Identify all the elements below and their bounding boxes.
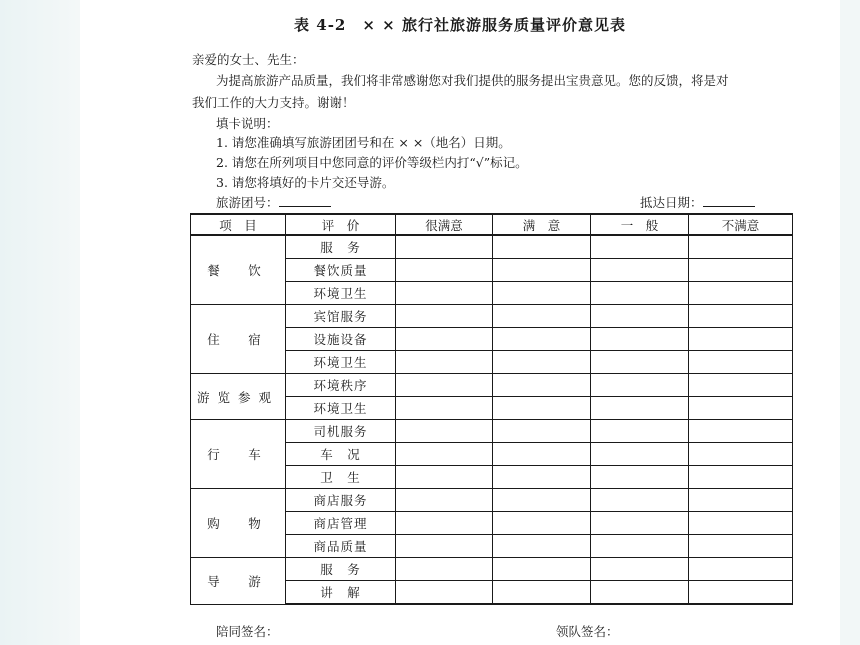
rating-cell-dissatisfied[interactable] [689, 374, 793, 397]
rating-cell-dissatisfied[interactable] [689, 466, 793, 489]
rating-cell-average[interactable] [591, 282, 689, 305]
rating-cell-very-satisfied[interactable] [396, 558, 493, 581]
leader-signature-label: 领队签名： [556, 624, 619, 639]
rating-cell-average[interactable] [591, 305, 689, 328]
rating-cell-very-satisfied[interactable] [396, 235, 493, 259]
rating-cell-average[interactable] [591, 512, 689, 535]
rating-cell-average[interactable] [591, 351, 689, 374]
table-row [191, 305, 793, 328]
rating-cell-very-satisfied[interactable] [396, 466, 493, 489]
rating-cell-very-satisfied[interactable] [396, 351, 493, 374]
rating-cell-very-satisfied[interactable] [396, 328, 493, 351]
rating-cell-satisfied[interactable] [493, 466, 591, 489]
evaluation-item-cell: 环境卫生 [286, 282, 396, 305]
rating-cell-dissatisfied[interactable] [689, 397, 793, 420]
rating-cell-very-satisfied[interactable] [396, 443, 493, 466]
rating-cell-average[interactable] [591, 466, 689, 489]
rating-cell-dissatisfied[interactable] [689, 328, 793, 351]
rating-cell-satisfied[interactable] [493, 374, 591, 397]
evaluation-item-cell: 服 务 [286, 558, 396, 581]
evaluation-item-cell: 环境卫生 [286, 351, 396, 374]
greeting: 亲爱的女士、先生： [192, 52, 305, 67]
group-number-label: 旅游团号： [216, 195, 279, 210]
category-cell: 住 宿 [191, 305, 286, 374]
rating-cell-average[interactable] [591, 558, 689, 581]
rating-cell-dissatisfied[interactable] [689, 282, 793, 305]
evaluation-item-cell: 环境卫生 [286, 397, 396, 420]
table-row [191, 374, 793, 397]
rating-cell-very-satisfied[interactable] [396, 374, 493, 397]
rating-cell-very-satisfied[interactable] [396, 282, 493, 305]
category-cell: 购 物 [191, 489, 286, 558]
rating-cell-satisfied[interactable] [493, 512, 591, 535]
rating-cell-satisfied[interactable] [493, 443, 591, 466]
evaluation-item-cell: 卫 生 [286, 466, 396, 489]
group-number-row [216, 193, 331, 211]
rating-cell-average[interactable] [591, 397, 689, 420]
group-number-field[interactable] [279, 194, 331, 207]
table-row [191, 558, 793, 581]
rating-cell-average[interactable] [591, 420, 689, 443]
table-header-row [191, 214, 793, 235]
evaluation-item-cell: 商店管理 [286, 512, 396, 535]
rating-cell-satisfied[interactable] [493, 305, 591, 328]
rating-cell-very-satisfied[interactable] [396, 535, 493, 558]
rating-cell-satisfied[interactable] [493, 535, 591, 558]
rating-cell-very-satisfied[interactable] [396, 397, 493, 420]
rating-cell-very-satisfied[interactable] [396, 305, 493, 328]
instruction-1: 1. 请您准确填写旅游团团号和在 × ×（地名）日期。 [216, 135, 511, 150]
rating-cell-dissatisfied[interactable] [689, 512, 793, 535]
rating-cell-satisfied[interactable] [493, 328, 591, 351]
rating-cell-satisfied[interactable] [493, 282, 591, 305]
rating-cell-dissatisfied[interactable] [689, 305, 793, 328]
intro-line-1: 为提高旅游产品质量，我们将非常感谢您对我们提供的服务提出宝贵意见。您的反馈，将是对 [216, 73, 729, 88]
evaluation-item-cell: 宾馆服务 [286, 305, 396, 328]
rating-cell-very-satisfied[interactable] [396, 489, 493, 512]
header-evaluation: 评 价 [286, 214, 396, 235]
header-satisfied: 满 意 [493, 214, 591, 235]
escort-signature-label: 陪同签名： [216, 624, 279, 639]
rating-cell-dissatisfied[interactable] [689, 581, 793, 605]
arrival-date-field[interactable] [703, 194, 755, 207]
rating-cell-dissatisfied[interactable] [689, 558, 793, 581]
rating-cell-average[interactable] [591, 328, 689, 351]
header-very-satisfied: 很满意 [396, 214, 493, 235]
intro-line-2: 我们工作的大力支持。谢谢！ [192, 95, 355, 110]
rating-cell-average[interactable] [591, 259, 689, 282]
rating-cell-very-satisfied[interactable] [396, 420, 493, 443]
evaluation-item-cell: 商店服务 [286, 489, 396, 512]
evaluation-item-cell: 商品质量 [286, 535, 396, 558]
header-average: 一 般 [591, 214, 689, 235]
form-title: 表 4-2 × × 旅行社旅游服务质量评价意见表 [294, 16, 626, 34]
arrival-date-label: 抵达日期： [640, 195, 703, 210]
rating-cell-dissatisfied[interactable] [689, 535, 793, 558]
rating-cell-average[interactable] [591, 489, 689, 512]
table-row [191, 489, 793, 512]
rating-cell-dissatisfied[interactable] [689, 351, 793, 374]
rating-cell-satisfied[interactable] [493, 420, 591, 443]
rating-cell-satisfied[interactable] [493, 581, 591, 605]
rating-cell-average[interactable] [591, 374, 689, 397]
rating-cell-dissatisfied[interactable] [689, 259, 793, 282]
rating-cell-average[interactable] [591, 581, 689, 605]
instruction-2: 2. 请您在所列项目中您同意的评价等级栏内打“√”标记。 [216, 155, 528, 170]
header-item: 项 目 [191, 214, 286, 235]
evaluation-item-cell: 设施设备 [286, 328, 396, 351]
category-cell: 行 车 [191, 420, 286, 489]
rating-cell-satisfied[interactable] [493, 351, 591, 374]
rating-cell-satisfied[interactable] [493, 397, 591, 420]
rating-cell-satisfied[interactable] [493, 558, 591, 581]
evaluation-item-cell: 讲 解 [286, 581, 396, 605]
escort-signature [216, 622, 279, 640]
table-row [191, 420, 793, 443]
rating-cell-very-satisfied[interactable] [396, 512, 493, 535]
evaluation-item-cell: 服 务 [286, 235, 396, 259]
evaluation-item-cell: 司机服务 [286, 420, 396, 443]
rating-cell-dissatisfied[interactable] [689, 235, 793, 259]
rating-cell-average[interactable] [591, 443, 689, 466]
table-body [191, 235, 793, 604]
instructions-heading: 填卡说明： [216, 116, 279, 131]
header-dissatisfied: 不满意 [689, 214, 793, 235]
arrival-date-row [640, 193, 755, 211]
category-cell: 餐 饮 [191, 235, 286, 305]
category-cell: 游览参观 [191, 374, 286, 420]
rating-cell-satisfied[interactable] [493, 235, 591, 259]
rating-cell-dissatisfied[interactable] [689, 489, 793, 512]
leader-signature [556, 622, 619, 640]
evaluation-item-cell: 车 况 [286, 443, 396, 466]
rating-cell-satisfied[interactable] [493, 489, 591, 512]
instruction-3: 3. 请您将填好的卡片交还导游。 [216, 175, 395, 190]
rating-cell-average[interactable] [591, 235, 689, 259]
rating-cell-average[interactable] [591, 535, 689, 558]
table-row [191, 235, 793, 259]
category-cell: 导 游 [191, 558, 286, 605]
rating-cell-very-satisfied[interactable] [396, 581, 493, 605]
evaluation-item-cell: 环境秩序 [286, 374, 396, 397]
rating-cell-dissatisfied[interactable] [689, 420, 793, 443]
evaluation-item-cell: 餐饮质量 [286, 259, 396, 282]
rating-cell-dissatisfied[interactable] [689, 443, 793, 466]
evaluation-table [190, 213, 793, 605]
rating-cell-satisfied[interactable] [493, 259, 591, 282]
rating-cell-very-satisfied[interactable] [396, 259, 493, 282]
form-sheet [80, 0, 840, 645]
